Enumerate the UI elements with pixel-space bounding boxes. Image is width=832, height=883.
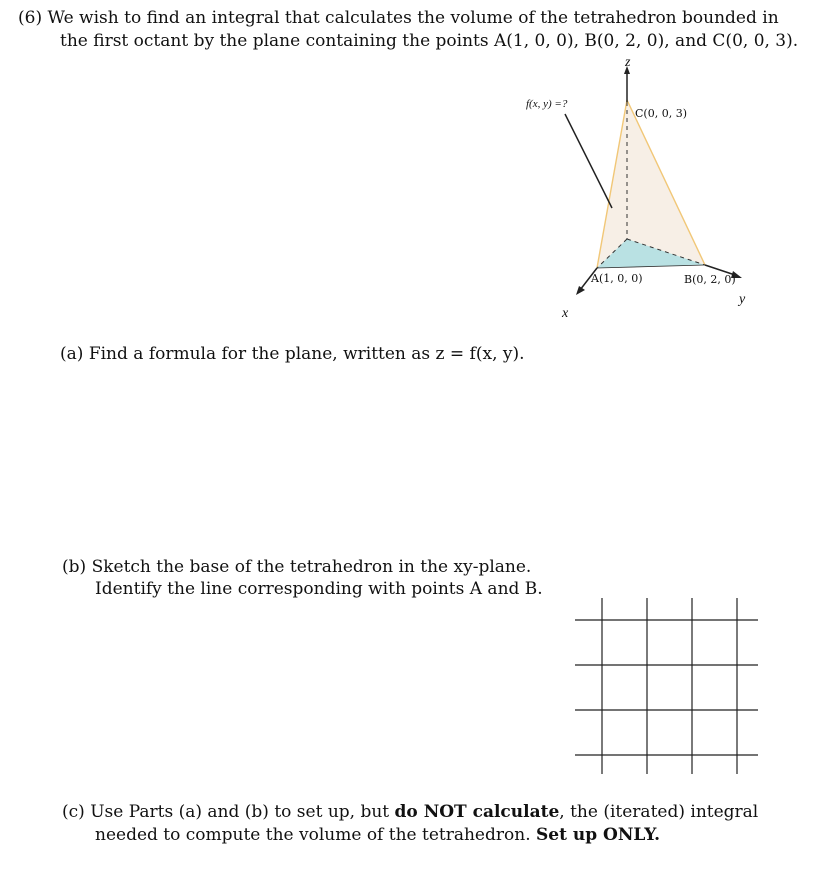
part-b xyxy=(62,557,531,577)
part-c-line-2a: needed to compute the volume of the tetrahedron. xyxy=(95,825,536,845)
problem-number: (6) xyxy=(18,8,43,28)
part-c xyxy=(62,802,758,822)
x-arrow xyxy=(576,286,585,295)
label-a: A(1, 0, 0) xyxy=(591,272,643,285)
part-c-line-1b: , the (iterated) integral xyxy=(559,802,759,822)
part-b-line-1: Sketch the base of the tetrahedron in the xy-plane. xyxy=(91,557,532,577)
label-b: B(0, 2, 0) xyxy=(684,273,736,286)
problem-line-2: the first octant by the plane containing the points A(1, 0, 0), B(0, 2, 0), and C(0, 0, 3). xyxy=(60,31,799,51)
part-b-line-2: Identify the line corresponding with points A and B. xyxy=(95,579,543,599)
problem-statement xyxy=(18,8,779,28)
part-a xyxy=(60,344,525,364)
label-f: f(x, y) =? xyxy=(526,98,568,110)
part-c-line-2 xyxy=(95,825,660,845)
axis-z-label: z xyxy=(625,55,631,70)
f-pointer-line xyxy=(565,114,612,208)
part-c-tag: (c) xyxy=(62,802,85,822)
front-face xyxy=(597,100,705,268)
part-a-tag: (a) xyxy=(60,344,84,364)
part-c-line-1a: Use Parts (a) and (b) to set up, but xyxy=(90,802,395,822)
axis-x-label: x xyxy=(562,306,569,321)
part-a-text: Find a formula for the plane, written as z = f(x, y). xyxy=(88,344,525,364)
label-c: C(0, 0, 3) xyxy=(635,107,687,120)
part-c-emphasis-2: Set up ONLY. xyxy=(536,825,661,845)
part-b-tag: (b) xyxy=(62,557,87,577)
problem-line-1: We wish to find an integral that calculates the volume of the tetrahedron bounded in xyxy=(47,8,779,28)
part-c-emphasis-1: do NOT calculate xyxy=(394,802,560,822)
axis-y-label: y xyxy=(739,292,746,307)
tetrahedron-figure xyxy=(500,50,800,340)
sketch-grid[interactable] xyxy=(575,598,760,776)
